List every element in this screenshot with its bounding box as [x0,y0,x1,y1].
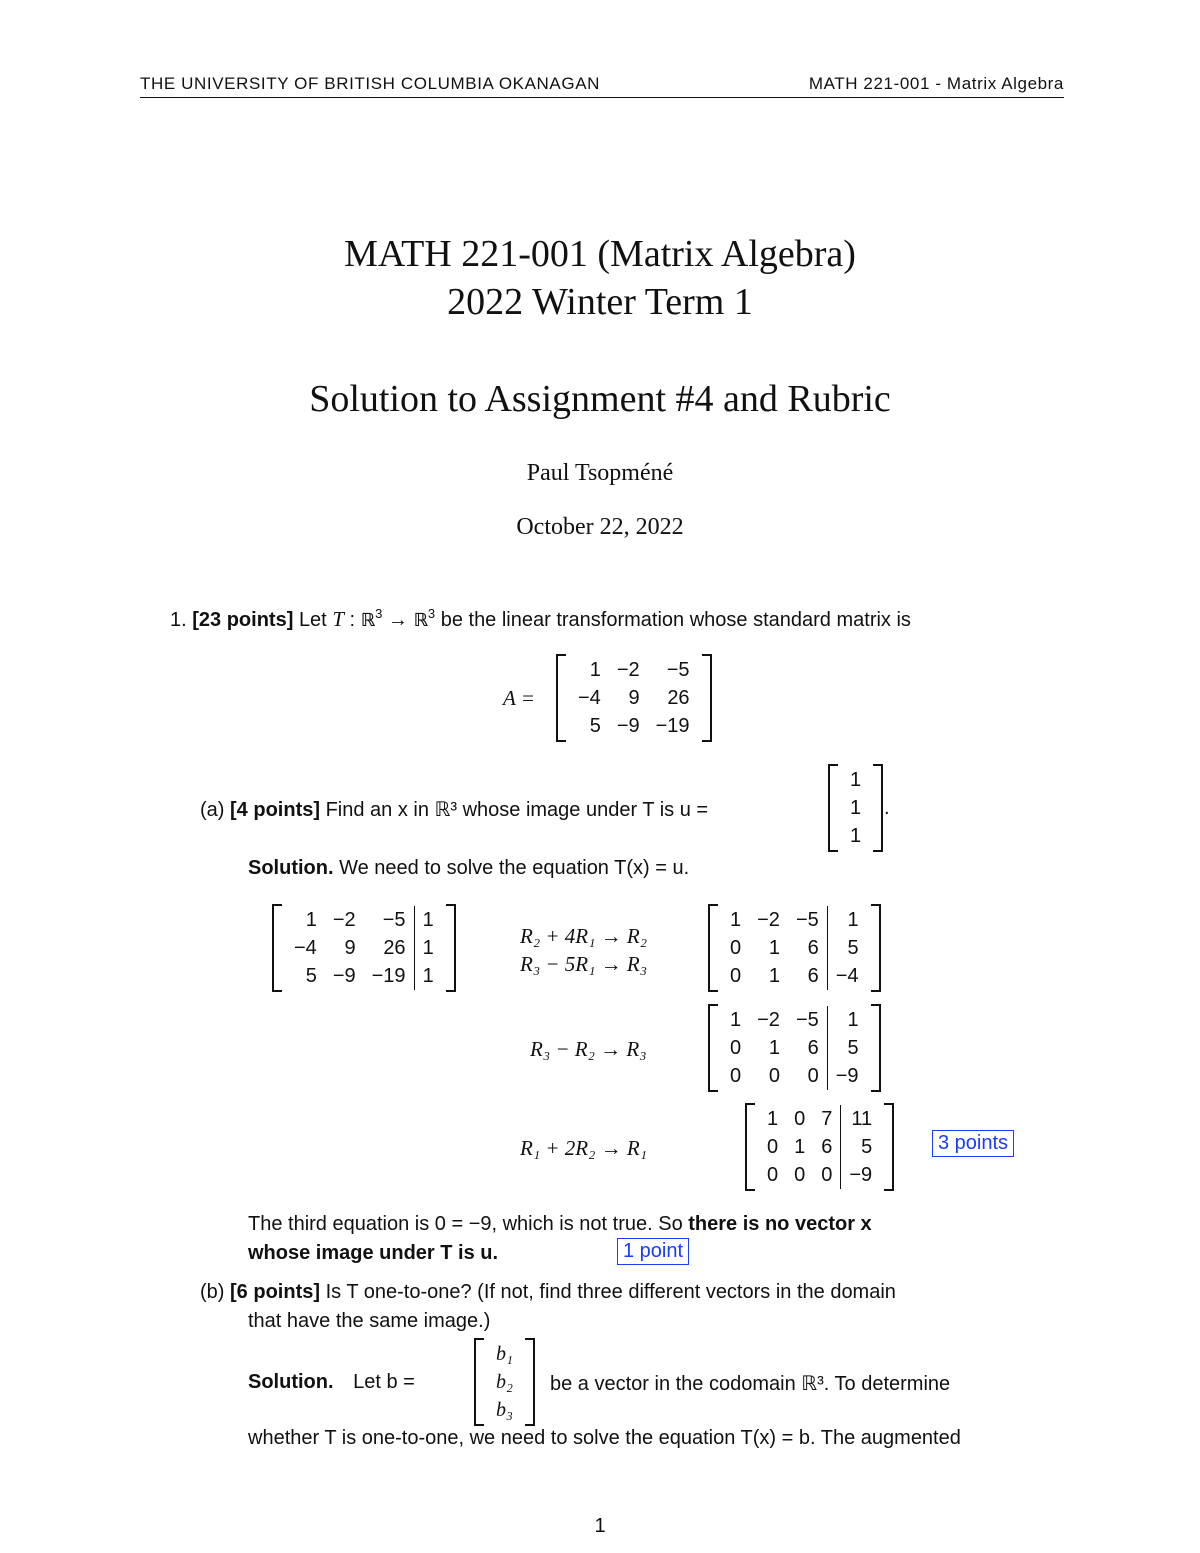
q1-number: 1. [170,609,187,631]
matrix-a-label: A = [503,686,535,710]
question-1: 1. [23 points] Let T : ℝ$^3$ → ℝ$^3$ be the linear transformation whose standard matrix is [170,606,911,631]
augmented-matrix-initial: 1 −2 −5 1 −4 9 26 1 5 −9 −19 1 [272,904,456,992]
part-b-solution: Solution. Let b = [248,1371,415,1393]
header-university: THE UNIVERSITY OF BRITISH COLUMBIA OKANAGAN [140,74,601,93]
part-b-after-vector: be a vector in the codomain ℝ³. To determine [550,1373,951,1395]
vector-b: b₁ b₂ b₃ [474,1338,535,1426]
row-op-1a: R₂ + 4R₁ → R₂ [520,924,648,948]
augmented-matrix-step2: 1 −2 −5 1 0 1 6 5 0 0 0 −9 [708,1004,881,1092]
title-term: 2022 Winter Term 1 [447,281,753,323]
part-b-question-line2: that have the same image.) [248,1310,491,1332]
row-op-3: R₁ + 2R₂ → R₁ [520,1136,648,1160]
title-assignment: Solution to Assignment #4 and Rubric [309,378,891,420]
part-b-last-line: whether T is one-to-one, we need to solve the equation T(x) = b. The augmented [248,1427,961,1449]
vector-u: 1 1 1 [828,764,883,852]
augmented-matrix-step1: 1 −2 −5 1 0 1 6 5 0 1 6 −4 [708,904,881,992]
part-b-question-line1: (b) [6 points] Is T one-to-one? (If not, find three different vectors in the domain [200,1281,896,1303]
matrix-a: 1 −2 −5 −4 9 26 5 −9 −19 [556,654,712,742]
header-course: MATH 221-001 - Matrix Algebra [808,74,1064,93]
author: Paul Tsopméné [526,460,674,486]
part-a-question: (a) [4 points] Find an x in ℝ³ whose image under T is u = [200,799,709,821]
q1-text-b: be the linear transformation whose standard matrix is [440,609,911,631]
header-rule [140,97,1064,98]
row-op-2: R₃ − R₂ → R₃ [530,1037,647,1061]
q1-text-a: Let [298,609,327,631]
page-number: 1 [594,1515,606,1537]
part-a-conclusion-line1: The third equation is 0 = −9, which is not true. So there is no vector x [248,1213,872,1235]
part-a-solution: Solution. We need to solve the equation T(x) = u. [248,857,690,879]
title-course: MATH 221-001 (Matrix Algebra) [344,233,856,275]
points-box-3: 3 points [932,1130,1014,1157]
points-box-1: 1 point [617,1238,689,1265]
part-a-conclusion-line2: whose image under T is u. [248,1242,499,1264]
row-op-1b: R₃ − 5R₁ → R₃ [520,952,648,976]
augmented-matrix-step3: 1 0 7 11 0 1 6 5 0 0 0 −9 [745,1103,894,1191]
date: October 22, 2022 [516,514,684,540]
q1-points: [23 points] [192,609,294,631]
